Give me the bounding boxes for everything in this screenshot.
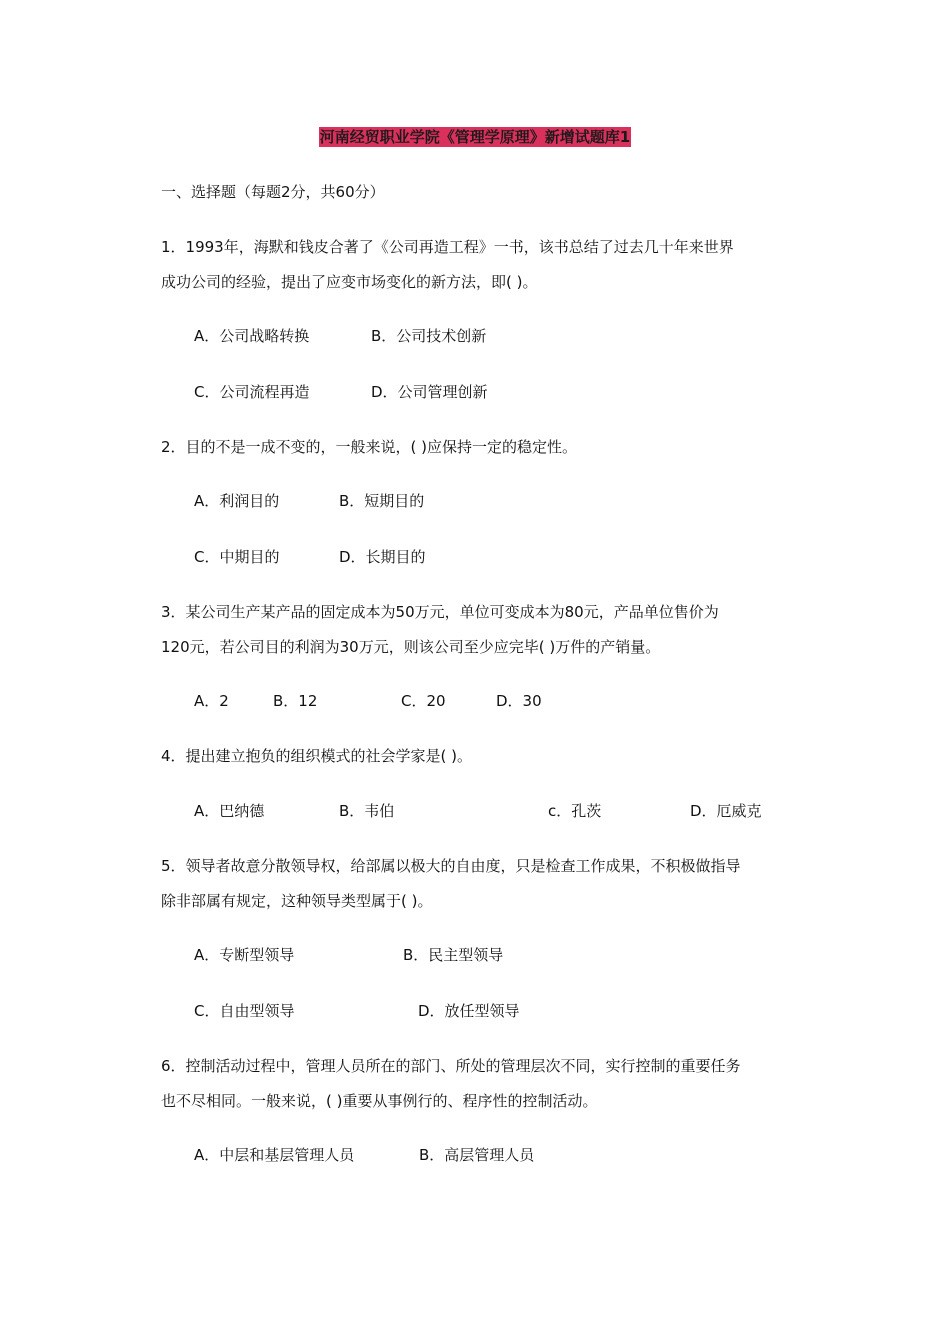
question-2-line-1: 2．目的不是一成不变的，一般来说，( )应保持一定的稳定性。 (161, 438, 578, 456)
question-4-option-b: B．韦伯 (339, 802, 395, 820)
question-6-option-a: A．中层和基层管理人员 (194, 1146, 355, 1164)
question-1-option-d: D．公司管理创新 (371, 383, 488, 401)
question-5-option-a: A．专断型领导 (194, 946, 295, 964)
question-4-option-d: D．厄威克 (690, 802, 762, 820)
title-highlight: 河南经贸职业学院《管理学原理》新增试题库1 (319, 128, 631, 146)
question-3-option-b: B．12 (273, 692, 318, 710)
question-1-option-a: A．公司战略转换 (194, 327, 310, 345)
question-1-option-c: C．公司流程再造 (194, 383, 310, 401)
question-3-line-2: 120元，若公司目的利润为30万元，则该公司至少应完毕( )万件的产销量。 (161, 638, 661, 656)
question-5-option-b: B．民主型领导 (403, 946, 504, 964)
question-5-line-1: 5．领导者故意分散领导权，给部属以极大的自由度，只是检查工作成果，不积极做指导 (161, 857, 741, 875)
question-3-option-a: A．2 (194, 692, 229, 710)
document-title (0, 126, 950, 148)
question-1-line-1: 1．1993年，海默和钱皮合著了《公司再造工程》一书，该书总结了过去几十年来世界 (161, 238, 734, 256)
question-1-option-b: B．公司技术创新 (371, 327, 487, 345)
question-4-line-1: 4．提出建立抱负的组织模式的社会学家是( )。 (161, 747, 473, 765)
question-3-option-d: D．30 (496, 692, 542, 710)
question-6-line-1: 6．控制活动过程中，管理人员所在的部门、所处的管理层次不同，实行控制的重要任务 (161, 1057, 741, 1075)
question-6-option-b: B．高层管理人员 (419, 1146, 535, 1164)
question-2-option-b: B．短期目的 (339, 492, 425, 510)
question-6-line-2: 也不尽相同。一般来说，( )重要从事例行的、程序性的控制活动。 (161, 1092, 598, 1110)
question-4-option-c: c．孔茨 (548, 802, 602, 820)
question-3-line-1: 3．某公司生产某产品的固定成本为50万元，单位可变成本为80元，产品单位售价为 (161, 603, 719, 621)
question-3-option-c: C．20 (401, 692, 446, 710)
question-5-line-2: 除非部属有规定，这种领导类型属于( )。 (161, 892, 433, 910)
question-4-option-a: A．巴纳德 (194, 802, 265, 820)
question-2-option-d: D．长期目的 (339, 548, 426, 566)
question-2-option-c: C．中期目的 (194, 548, 280, 566)
question-1-line-2: 成功公司的经验，提出了应变市场变化的新方法，即( )。 (161, 273, 538, 291)
question-5-option-c: C．自由型领导 (194, 1002, 295, 1020)
section-heading: 一、选择题（每题2分，共60分） (161, 183, 385, 201)
question-2-option-a: A．利润目的 (194, 492, 280, 510)
question-5-option-d: D．放任型领导 (418, 1002, 520, 1020)
